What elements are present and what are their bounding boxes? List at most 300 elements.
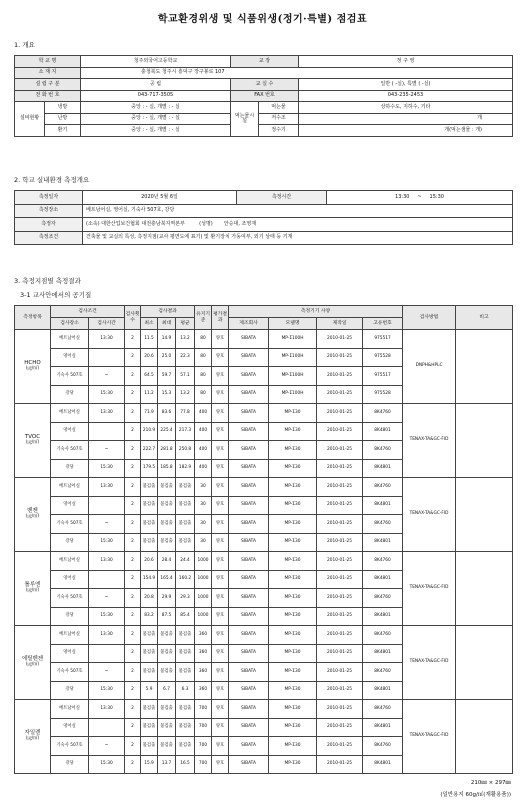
cell-place: 영어실 (51, 422, 89, 441)
item-name: 자일렌 (24, 730, 41, 737)
cell-model: MP-Σ100H (269, 367, 317, 386)
cell-standard: 30 (195, 496, 212, 515)
cell-avg: 13.2 (176, 385, 195, 404)
cell-avg: 불검출 (176, 700, 195, 719)
cell-evaluation: 양호 (212, 589, 229, 608)
cell-time: 15:30 (89, 533, 125, 552)
header-standard: 유지기준 (195, 306, 212, 330)
cell-standard: 360 (195, 644, 212, 663)
cell-max: 6.7 (158, 681, 176, 700)
cell-time (89, 348, 125, 367)
cell-max: 13.7 (158, 755, 176, 774)
cell-maker: SIBATA (229, 718, 269, 737)
cell-place: 베트남어실 (51, 700, 89, 719)
cell-place: 기숙사 507호 (51, 737, 89, 756)
header-evaluation: 평가결과 (212, 306, 229, 330)
cell-place: 베트남어실 (51, 478, 89, 497)
cell-maker: SIBATA (229, 422, 269, 441)
cell-place: 기숙사 507호 (51, 663, 89, 682)
cell-max: 불검출 (158, 700, 176, 719)
cell-evaluation: 양호 (212, 737, 229, 756)
cell-evaluation: 양호 (212, 681, 229, 700)
cell-maker: SIBATA (229, 515, 269, 534)
cell-maker: SIBATA (229, 626, 269, 645)
water-facility-label: 먹는물시설 (231, 102, 259, 137)
cell-time: 13:30 (89, 404, 125, 423)
cell-model: MP-Σ30 (269, 496, 317, 515)
cell-max: 185.8 (158, 459, 176, 478)
cell-place: 베트남어실 (51, 404, 89, 423)
item-cell (15, 330, 51, 404)
cell-calibration: 2010-01-25 (317, 644, 363, 663)
cell-count: 2 (125, 330, 141, 349)
date-value: 2020년 5월 6일 (83, 191, 237, 205)
vent-label: 환기 (45, 125, 81, 137)
cell-count: 2 (125, 385, 141, 404)
cell-place: 강당 (51, 755, 89, 774)
cell-avg: 77.8 (176, 404, 195, 423)
date-label: 측정일자 (15, 191, 83, 205)
item-unit: (㎍/㎥) (25, 440, 40, 446)
cell-standard: 1000 (195, 570, 212, 589)
cell-time: 13:30 (89, 330, 125, 349)
cell-min: 20.8 (141, 589, 158, 608)
cell-max: 불검출 (158, 533, 176, 552)
cell-avg: 29.3 (176, 589, 195, 608)
cell-max: 불검출 (158, 644, 176, 663)
cell-min: 20.6 (141, 552, 158, 571)
cell-count: 2 (125, 404, 141, 423)
cell-method: TENAX-TA&GC-FID (403, 552, 456, 626)
cell-evaluation: 양호 (212, 367, 229, 386)
cell-max: 불검출 (158, 626, 176, 645)
cell-avg: 6.3 (176, 681, 195, 700)
cell-max: 15.3 (158, 385, 176, 404)
cell-maker: SIBATA (229, 700, 269, 719)
cell-method: TENAX-TA&GC-FID (403, 700, 456, 774)
cell-model: MP-Σ100H (269, 330, 317, 349)
cell-avg: 182.9 (176, 459, 195, 478)
cell-avg: 160.2 (176, 570, 195, 589)
cool-value: 중앙 : - 실, 개별 : - 실 (81, 113, 231, 125)
cell-model: MP-Σ30 (269, 459, 317, 478)
heat-label: 냉방 (45, 102, 81, 114)
cell-avg: 22.3 (176, 348, 195, 367)
cell-max: 83.6 (158, 404, 176, 423)
cell-avg: 16.5 (176, 755, 195, 774)
cell-calibration: 2010-01-25 (317, 589, 363, 608)
cell-max: 165.4 (158, 570, 176, 589)
header-equipment: 측정기기 사양 (229, 306, 403, 318)
cell-standard: 400 (195, 422, 212, 441)
water3-value: 개(먹는샘물 : 개) (299, 125, 513, 137)
cell-avg: 13.2 (176, 330, 195, 349)
cell-evaluation: 양호 (212, 607, 229, 626)
cell-standard: 30 (195, 478, 212, 497)
water1-value: 상하수도, 지하수, 기타 (299, 102, 513, 114)
cell-min: 20.6 (141, 348, 158, 367)
header-maker: 제조회사 (229, 318, 269, 330)
cell-model: MP-Σ30 (269, 607, 317, 626)
cell-min: 5.9 (141, 681, 158, 700)
section-1-heading: 1. 개요 (14, 41, 35, 49)
cell-calibration: 2010-01-25 (317, 626, 363, 645)
cell-count: 2 (125, 718, 141, 737)
cell-count: 2 (125, 700, 141, 719)
cell-standard: 1000 (195, 589, 212, 608)
cell-max: 불검출 (158, 496, 176, 515)
cell-model: MP-Σ30 (269, 441, 317, 460)
cell-avg: 불검출 (176, 533, 195, 552)
header-item: 측정항목 (15, 306, 51, 330)
cool-label: 난방 (45, 113, 81, 125)
cell-count: 2 (125, 441, 141, 460)
cell-method: TENAX-TA&GC-FID (403, 404, 456, 478)
cell-maker: SIBATA (229, 533, 269, 552)
cell-method: DNPH&HPLC (403, 330, 456, 404)
cell-time: 13:30 (89, 552, 125, 571)
cell-maker: SIBATA (229, 459, 269, 478)
heat-value: 중앙 : - 실, 개별 : - 실 (81, 102, 231, 114)
cell-evaluation: 양호 (212, 515, 229, 534)
cell-place: 베트남어실 (51, 330, 89, 349)
cell-calibration: 2010-01-25 (317, 718, 363, 737)
person-label: 측정자 (15, 218, 83, 232)
cell-note (456, 330, 513, 404)
cell-calibration: 2010-01-25 (317, 330, 363, 349)
cell-serial: 8K4760 (363, 626, 403, 645)
footer-paper: (일반용지 60g/㎡(재활용품)) (440, 792, 511, 798)
cell-max: 59.7 (158, 367, 176, 386)
table-row (15, 330, 513, 349)
cell-min: 222.7 (141, 441, 158, 460)
cell-evaluation: 양호 (212, 422, 229, 441)
air-quality-body (15, 330, 513, 774)
cell-place: 기숙사 507호 (51, 367, 89, 386)
cell-model: MP-Σ30 (269, 700, 317, 719)
cell-avg: 250.8 (176, 441, 195, 460)
cell-count: 2 (125, 570, 141, 589)
cell-serial: 975517 (363, 330, 403, 349)
cell-evaluation: 양호 (212, 700, 229, 719)
item-cell (15, 404, 51, 478)
place-label: 측정장소 (15, 204, 83, 218)
cell-maker: SIBATA (229, 478, 269, 497)
header-note: 비고 (456, 306, 513, 330)
cell-serial: 8K4760 (363, 552, 403, 571)
cell-avg: 불검출 (176, 496, 195, 515)
cell-model: MP-Σ30 (269, 681, 317, 700)
cell-calibration: 2010-01-25 (317, 552, 363, 571)
cell-maker: SIBATA (229, 755, 269, 774)
cell-calibration: 2010-01-25 (317, 737, 363, 756)
cell-serial: 8K4760 (363, 663, 403, 682)
table-row (15, 478, 513, 497)
header-model: 모델명 (269, 318, 317, 330)
address-value: 충청북도 청주시 흥덕구 장구봉로 107 (81, 67, 513, 79)
water2-label: 저수조 (259, 113, 299, 125)
cell-time: ~ (89, 589, 125, 608)
cell-time: ~ (89, 737, 125, 756)
cell-calibration: 2010-01-25 (317, 348, 363, 367)
cell-time: 13:30 (89, 626, 125, 645)
cell-count: 2 (125, 533, 141, 552)
cell-min: 71.9 (141, 404, 158, 423)
header-avg: 평균 (176, 318, 195, 330)
cell-model: MP-Σ30 (269, 533, 317, 552)
cell-time (89, 570, 125, 589)
cell-model: MP-Σ30 (269, 515, 317, 534)
cell-min: 불검출 (141, 737, 158, 756)
cell-time (89, 718, 125, 737)
cell-min: 154.9 (141, 570, 158, 589)
place-value: 베트남어실, 영어실, 기숙사 507호, 강당 (83, 204, 513, 218)
section-2-heading: 2. 학교 실내환경 측정개요 (14, 176, 90, 184)
cell-place: 영어실 (51, 644, 89, 663)
cell-method: TENAX-TA&GC-FID (403, 626, 456, 700)
header-time: 검사시간 (89, 318, 125, 330)
section-3-subheading: 3-1 교사안에서의 공기질 (20, 291, 92, 299)
person-org: (소속) 대한산업보건협회 대전충남북지역본부 (86, 220, 185, 227)
cell-maker: SIBATA (229, 496, 269, 515)
cell-maker: SIBATA (229, 404, 269, 423)
footer-size: 210㎜ × 297㎜ (470, 780, 511, 786)
cell-max: 28.4 (158, 552, 176, 571)
cell-min: 64.5 (141, 367, 158, 386)
cell-serial: 8K4760 (363, 404, 403, 423)
cell-maker: SIBATA (229, 385, 269, 404)
cell-serial: 8K4801 (363, 644, 403, 663)
cell-time: 15:30 (89, 459, 125, 478)
cell-count: 2 (125, 737, 141, 756)
cell-min: 불검출 (141, 644, 158, 663)
cell-min: 11.2 (141, 385, 158, 404)
cell-max: 불검출 (158, 478, 176, 497)
cell-avg: 217.3 (176, 422, 195, 441)
cell-calibration: 2010-01-25 (317, 404, 363, 423)
cell-place: 영어실 (51, 570, 89, 589)
cell-evaluation: 양호 (212, 626, 229, 645)
cell-maker: SIBATA (229, 681, 269, 700)
cell-standard: 80 (195, 330, 212, 349)
item-unit: (㎍/㎥) (25, 366, 40, 372)
cell-min: 179.5 (141, 459, 158, 478)
cell-count: 2 (125, 348, 141, 367)
cell-serial: 8K4760 (363, 589, 403, 608)
cell-serial: 8K4801 (363, 459, 403, 478)
header-result: 검사결과 (141, 306, 195, 318)
cell-max: 29.9 (158, 589, 176, 608)
cell-maker: SIBATA (229, 589, 269, 608)
cell-avg: 불검출 (176, 663, 195, 682)
cell-model: MP-Σ100H (269, 348, 317, 367)
principal-value: 정 구 영 (299, 56, 513, 68)
cell-time: 15:30 (89, 607, 125, 626)
cell-evaluation: 양호 (212, 755, 229, 774)
cell-method: TENAX-TA&GC-FID (403, 478, 456, 552)
cell-evaluation: 양호 (212, 533, 229, 552)
cell-evaluation: 양호 (212, 404, 229, 423)
cell-calibration: 2010-01-25 (317, 367, 363, 386)
item-name: TVOC (24, 434, 41, 441)
cell-standard: 700 (195, 700, 212, 719)
cell-standard: 80 (195, 385, 212, 404)
cell-serial: 8K4801 (363, 755, 403, 774)
cell-calibration: 2010-01-25 (317, 515, 363, 534)
cell-time: ~ (89, 663, 125, 682)
cell-maker: SIBATA (229, 663, 269, 682)
cell-serial: 8K4801 (363, 496, 403, 515)
cell-standard: 1000 (195, 607, 212, 626)
cell-model: MP-Σ30 (269, 718, 317, 737)
time-tilde: ~ (417, 193, 422, 200)
item-cell (15, 478, 51, 552)
cell-standard: 360 (195, 663, 212, 682)
cell-maker: SIBATA (229, 570, 269, 589)
cell-serial: 8K4801 (363, 718, 403, 737)
cell-standard: 80 (195, 348, 212, 367)
cell-avg: 불검출 (176, 478, 195, 497)
water3-label: 정수기 (259, 125, 299, 137)
table-row (15, 626, 513, 645)
cell-model: MP-Σ30 (269, 552, 317, 571)
cell-count: 2 (125, 626, 141, 645)
cell-standard: 400 (195, 404, 212, 423)
cell-max: 25.0 (158, 348, 176, 367)
item-name: 벤젠 (27, 508, 38, 515)
cell-model: MP-Σ30 (269, 422, 317, 441)
cell-serial: 8K4760 (363, 441, 403, 460)
school-label: 학 교 명 (15, 56, 81, 68)
cell-place: 영어실 (51, 348, 89, 367)
cell-evaluation: 양호 (212, 570, 229, 589)
cell-serial: 8K4801 (363, 533, 403, 552)
cell-time (89, 422, 125, 441)
address-label: 소 재 지 (15, 67, 81, 79)
cell-model: MP-Σ30 (269, 663, 317, 682)
cell-avg: 불검출 (176, 737, 195, 756)
cell-place: 강당 (51, 459, 89, 478)
cell-standard: 400 (195, 441, 212, 460)
cell-min: 15.9 (141, 755, 158, 774)
cell-count: 2 (125, 515, 141, 534)
header-serial: 고유번호 (363, 318, 403, 330)
cell-model: MP-Σ30 (269, 644, 317, 663)
header-method: 검사방법 (403, 306, 456, 330)
cell-note (456, 552, 513, 626)
cell-min: 불검출 (141, 515, 158, 534)
cell-place: 영어실 (51, 718, 89, 737)
table-row (15, 404, 513, 423)
header-max: 최대 (158, 318, 176, 330)
cell-max: 87.5 (158, 607, 176, 626)
cell-place: 기숙사 507호 (51, 589, 89, 608)
cell-evaluation: 양호 (212, 718, 229, 737)
cell-place: 기숙사 507호 (51, 441, 89, 460)
cell-calibration: 2010-01-25 (317, 441, 363, 460)
item-unit: (㎍/㎥) (25, 662, 40, 668)
time-value (327, 191, 513, 205)
header-count: 검사횟수 (125, 306, 141, 330)
cell-evaluation: 양호 (212, 552, 229, 571)
cell-evaluation: 양호 (212, 441, 229, 460)
cell-max: 14.9 (158, 330, 176, 349)
item-unit: (㎍/㎥) (25, 736, 40, 742)
cell-min: 불검출 (141, 700, 158, 719)
cell-model: MP-Σ30 (269, 737, 317, 756)
facility-label: 설비현황 (15, 102, 45, 137)
cell-avg: 불검출 (176, 626, 195, 645)
cell-count: 2 (125, 422, 141, 441)
cell-serial: 8K4801 (363, 681, 403, 700)
item-cell (15, 552, 51, 626)
cell-time: ~ (89, 367, 125, 386)
cell-time: 13:30 (89, 700, 125, 719)
table-row (15, 552, 513, 571)
water2-value: 개 (299, 113, 513, 125)
cell-maker: SIBATA (229, 737, 269, 756)
cell-maker: SIBATA (229, 367, 269, 386)
cell-time (89, 496, 125, 515)
type-value: 공 립 (81, 79, 231, 91)
item-unit: (㎍/㎥) (25, 588, 40, 594)
cell-min: 불검출 (141, 718, 158, 737)
cell-min: 210.9 (141, 422, 158, 441)
cell-maker: SIBATA (229, 552, 269, 571)
item-name: HCHO (24, 360, 41, 367)
cell-min: 불검출 (141, 478, 158, 497)
cell-min: 불검출 (141, 533, 158, 552)
condition-value: 건축물 및 교실의 특성, 측정지점(교사 평면도에 표기) 및 환기장치 가동여부, 외기 상태 등 기재 (83, 231, 513, 245)
cell-serial: 975528 (363, 385, 403, 404)
page-title: 학교환경위생 및 식품위생(정기·특별) 점검표 (157, 14, 368, 25)
cell-place: 베트남어실 (51, 626, 89, 645)
cell-evaluation: 양호 (212, 348, 229, 367)
cell-calibration: 2010-01-25 (317, 663, 363, 682)
cell-time: 13:30 (89, 478, 125, 497)
cell-max: 281.8 (158, 441, 176, 460)
cell-serial: 8K4760 (363, 700, 403, 719)
cell-calibration: 2010-01-25 (317, 681, 363, 700)
fax-value: 043-235-2453 (299, 90, 513, 102)
cell-serial: 975528 (363, 348, 403, 367)
cell-time: 15:30 (89, 755, 125, 774)
tel-label: 전 화 번 호 (15, 90, 81, 102)
cell-calibration: 2010-01-25 (317, 570, 363, 589)
cell-maker: SIBATA (229, 644, 269, 663)
cell-model: MP-Σ30 (269, 589, 317, 608)
cell-time: ~ (89, 441, 125, 460)
cell-standard: 400 (195, 459, 212, 478)
cell-evaluation: 양호 (212, 385, 229, 404)
cell-note (456, 404, 513, 478)
person-name: 안승대, 조영재 (223, 220, 257, 227)
cell-serial: 975517 (363, 367, 403, 386)
cell-max: 불검출 (158, 718, 176, 737)
cell-calibration: 2010-01-25 (317, 478, 363, 497)
cell-count: 2 (125, 681, 141, 700)
cell-max: 불검출 (158, 663, 176, 682)
item-cell (15, 700, 51, 774)
cell-serial: 8K4760 (363, 478, 403, 497)
cell-count: 2 (125, 663, 141, 682)
cell-min: 불검출 (141, 626, 158, 645)
cell-evaluation: 양호 (212, 330, 229, 349)
cell-standard: 30 (195, 533, 212, 552)
cell-place: 기숙사 507호 (51, 515, 89, 534)
type-label: 설 립 구 분 (15, 79, 81, 91)
water1-label: 먹는물 (259, 102, 299, 114)
